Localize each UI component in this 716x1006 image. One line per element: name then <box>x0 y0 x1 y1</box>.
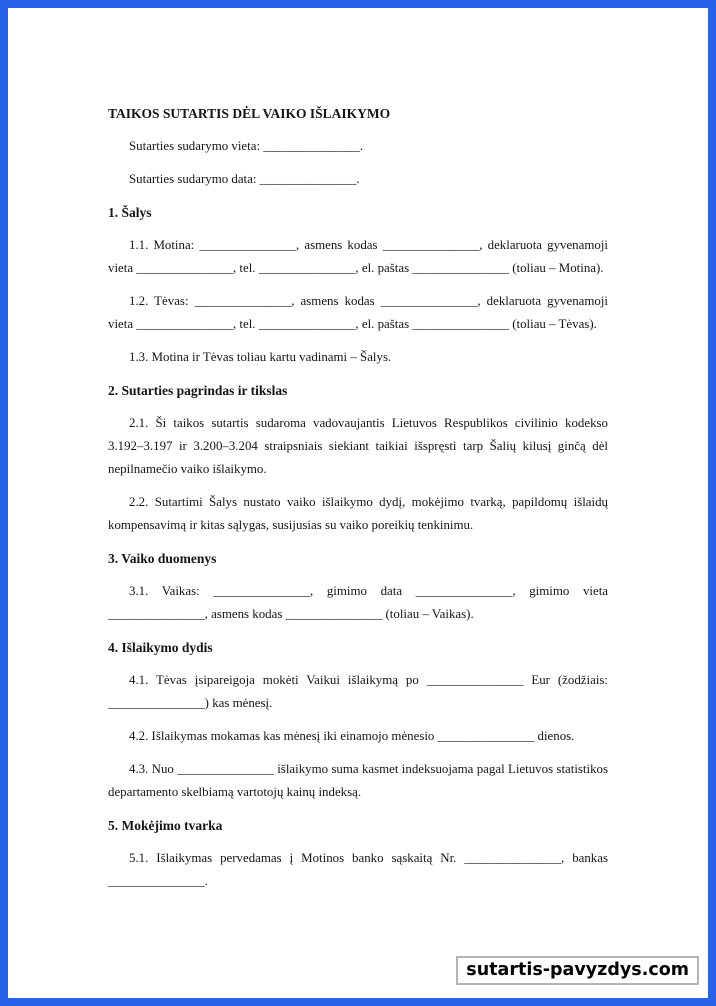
intro-line-place: Sutarties sudarymo vieta: _______________. <box>129 139 364 153</box>
document-title: TAIKOS SUTARTIS DĖL VAIKO IŠLAIKYMO <box>108 106 391 121</box>
intro-line-date: Sutarties sudarymo data: _______________. <box>129 172 360 186</box>
clause-4-3: 4.3. Nuo _______________ išlaikymo suma kasmet indeksuojama pagal Lietuvos statistikos departamento skelbiamą vartotojų kainų indeksą. <box>108 762 608 799</box>
section-heading-salys: 1. Šalys <box>108 205 152 220</box>
clause-2-1: 2.1. Ši taikos sutartis sudaroma vadovaujantis Lietuvos Respublikos civilinio kodekso 3.192–3.197 ir 3.200–3.204 straipsniais siekiant taikiai išspręsti tarp Šalių kilusį ginčą dėl nepilnamečio vaiko išlaikymo. <box>108 416 608 476</box>
watermark-label: sutartis-pavyzdys.com <box>466 960 689 980</box>
clause-1-2: 1.2. Tėvas: _______________, asmens kodas _______________, deklaruota gyvenamoji vieta _______________, tel. _______________, el. paštas _______________ (toliau – Tėvas). <box>108 294 608 331</box>
clause-5-1: 5.1. Išlaikymas pervedamas į Motinos banko sąskaitą Nr. _______________, bankas _______________. <box>108 851 608 888</box>
clause-3-1: 3.1. Vaikas: _______________, gimimo data _______________, gimimo vieta _______________, asmens kodas _______________ (toliau – Vaikas). <box>108 584 608 621</box>
clause-1-1: 1.1. Motina: _______________, asmens kodas _______________, deklaruota gyvenamoji vieta _______________, tel. _______________, el. paštas _______________ (toliau – Motina). <box>108 238 608 275</box>
section-heading-islaikymo-dydis: 4. Išlaikymo dydis <box>108 640 213 655</box>
clause-2-2: 2.2. Sutartimi Šalys nustato vaiko išlaikymo dydį, mokėjimo tvarką, papildomų išlaidų kompensavimą ir kitas sąlygas, susijusias su vaiko poreikių tenkinimu. <box>108 495 608 532</box>
contract-document <box>108 102 608 893</box>
watermark-link[interactable] <box>456 956 699 985</box>
section-heading-mokejimo-tvarka: 5. Mokėjimo tvarka <box>108 818 223 833</box>
clause-4-2: 4.2. Išlaikymas mokamas kas mėnesį iki einamojo mėnesio _______________ dienos. <box>129 729 575 743</box>
section-heading-vaiko-duomenys: 3. Vaiko duomenys <box>108 551 217 566</box>
clause-1-3: 1.3. Motina ir Tėvas toliau kartu vadinami – Šalys. <box>129 350 392 364</box>
clause-4-1: 4.1. Tėvas įsipareigoja mokėti Vaikui išlaikymą po _______________ Eur (žodžiais: _______________) kas mėnesį. <box>108 673 608 710</box>
section-heading-pagrindas: 2. Sutarties pagrindas ir tikslas <box>108 383 288 398</box>
